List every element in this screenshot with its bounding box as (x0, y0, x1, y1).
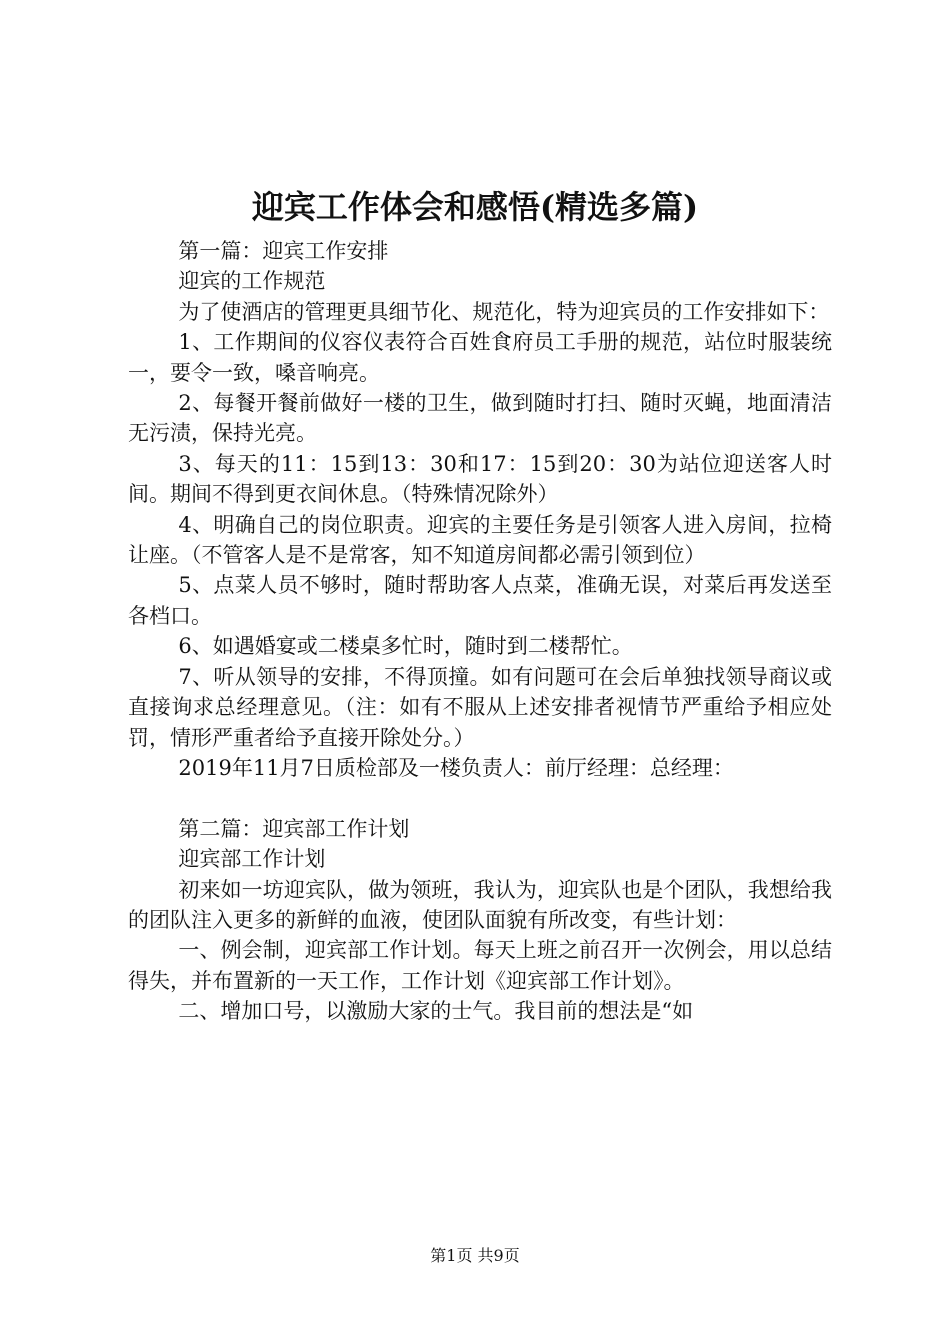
section1-item: 5、点菜人员不够时，随时帮助客人点菜，准确无误，对菜后再发送至各档口。 (128, 573, 832, 628)
page-footer: 第1页 共9页 (430, 1246, 520, 1265)
section2-paragraph: 一、例会制，迎宾部工作计划。每天上班之前召开一次例会，用以总结得失，并布置新的一天工作，工作计划《迎宾部工作计划》。 (128, 938, 832, 993)
section2-heading: 第二篇：迎宾部工作计划 (178, 816, 410, 841)
document-title: 迎宾工作体会和感悟(精选多篇) (251, 188, 699, 226)
section1-subheading: 迎宾的工作规范 (178, 269, 326, 294)
section-spacer (128, 783, 832, 813)
section2-paragraph: 初来如一坊迎宾队，做为领班，我认为，迎宾队也是个团队，我想给我的团队注入更多的新鲜的血液，使团队面貌有所改变，有些计划： (128, 877, 832, 932)
section1-item: 7、听从领导的安排，不得顶撞。如有问题可在会后单独找领导商议或直接询求总经理意见。（注：如有不服从上述安排者视情节严重给予相应处罚，情形严重者给予直接开除处分。） (128, 664, 832, 750)
document-body (128, 236, 832, 1027)
section1-intro: 为了使酒店的管理更具细节化、规范化，特为迎宾员的工作安排如下： (178, 299, 830, 324)
section1-item: 4、明确自己的岗位职责。迎宾的主要任务是引领客人进入房间，拉椅让座。（不管客人是不是常客，知不知道房间都必需引领到位） (128, 512, 832, 568)
section1-item: 2、每餐开餐前做好一楼的卫生，做到随时打扫、随时灭蝇，地面清洁无污渍，保持光亮。 (128, 391, 832, 446)
section1-item: 1、工作期间的仪容仪表符合百姓食府员工手册的规范，站位时服装统一，要令一致，嗓音响亮。 (128, 330, 832, 385)
section1-item: 6、如遇婚宴或二楼桌多忙时，随时到二楼帮忙。 (178, 634, 633, 659)
section1-signature: 2019年11月7日质检部及一楼负责人：前厅经理：总经理： (178, 755, 734, 780)
section2-subheading: 迎宾部工作计划 (178, 847, 326, 872)
section1-item: 3、每天的11：15到13：30和17：15到20：30为站位迎送客人时间。期间不得到更衣间休息。（特殊情况除外） (128, 451, 832, 507)
section2-paragraph: 二、增加口号，以激励大家的士气。我目前的想法是“如 (178, 999, 694, 1024)
section1-heading: 第一篇：迎宾工作安排 (178, 239, 389, 263)
